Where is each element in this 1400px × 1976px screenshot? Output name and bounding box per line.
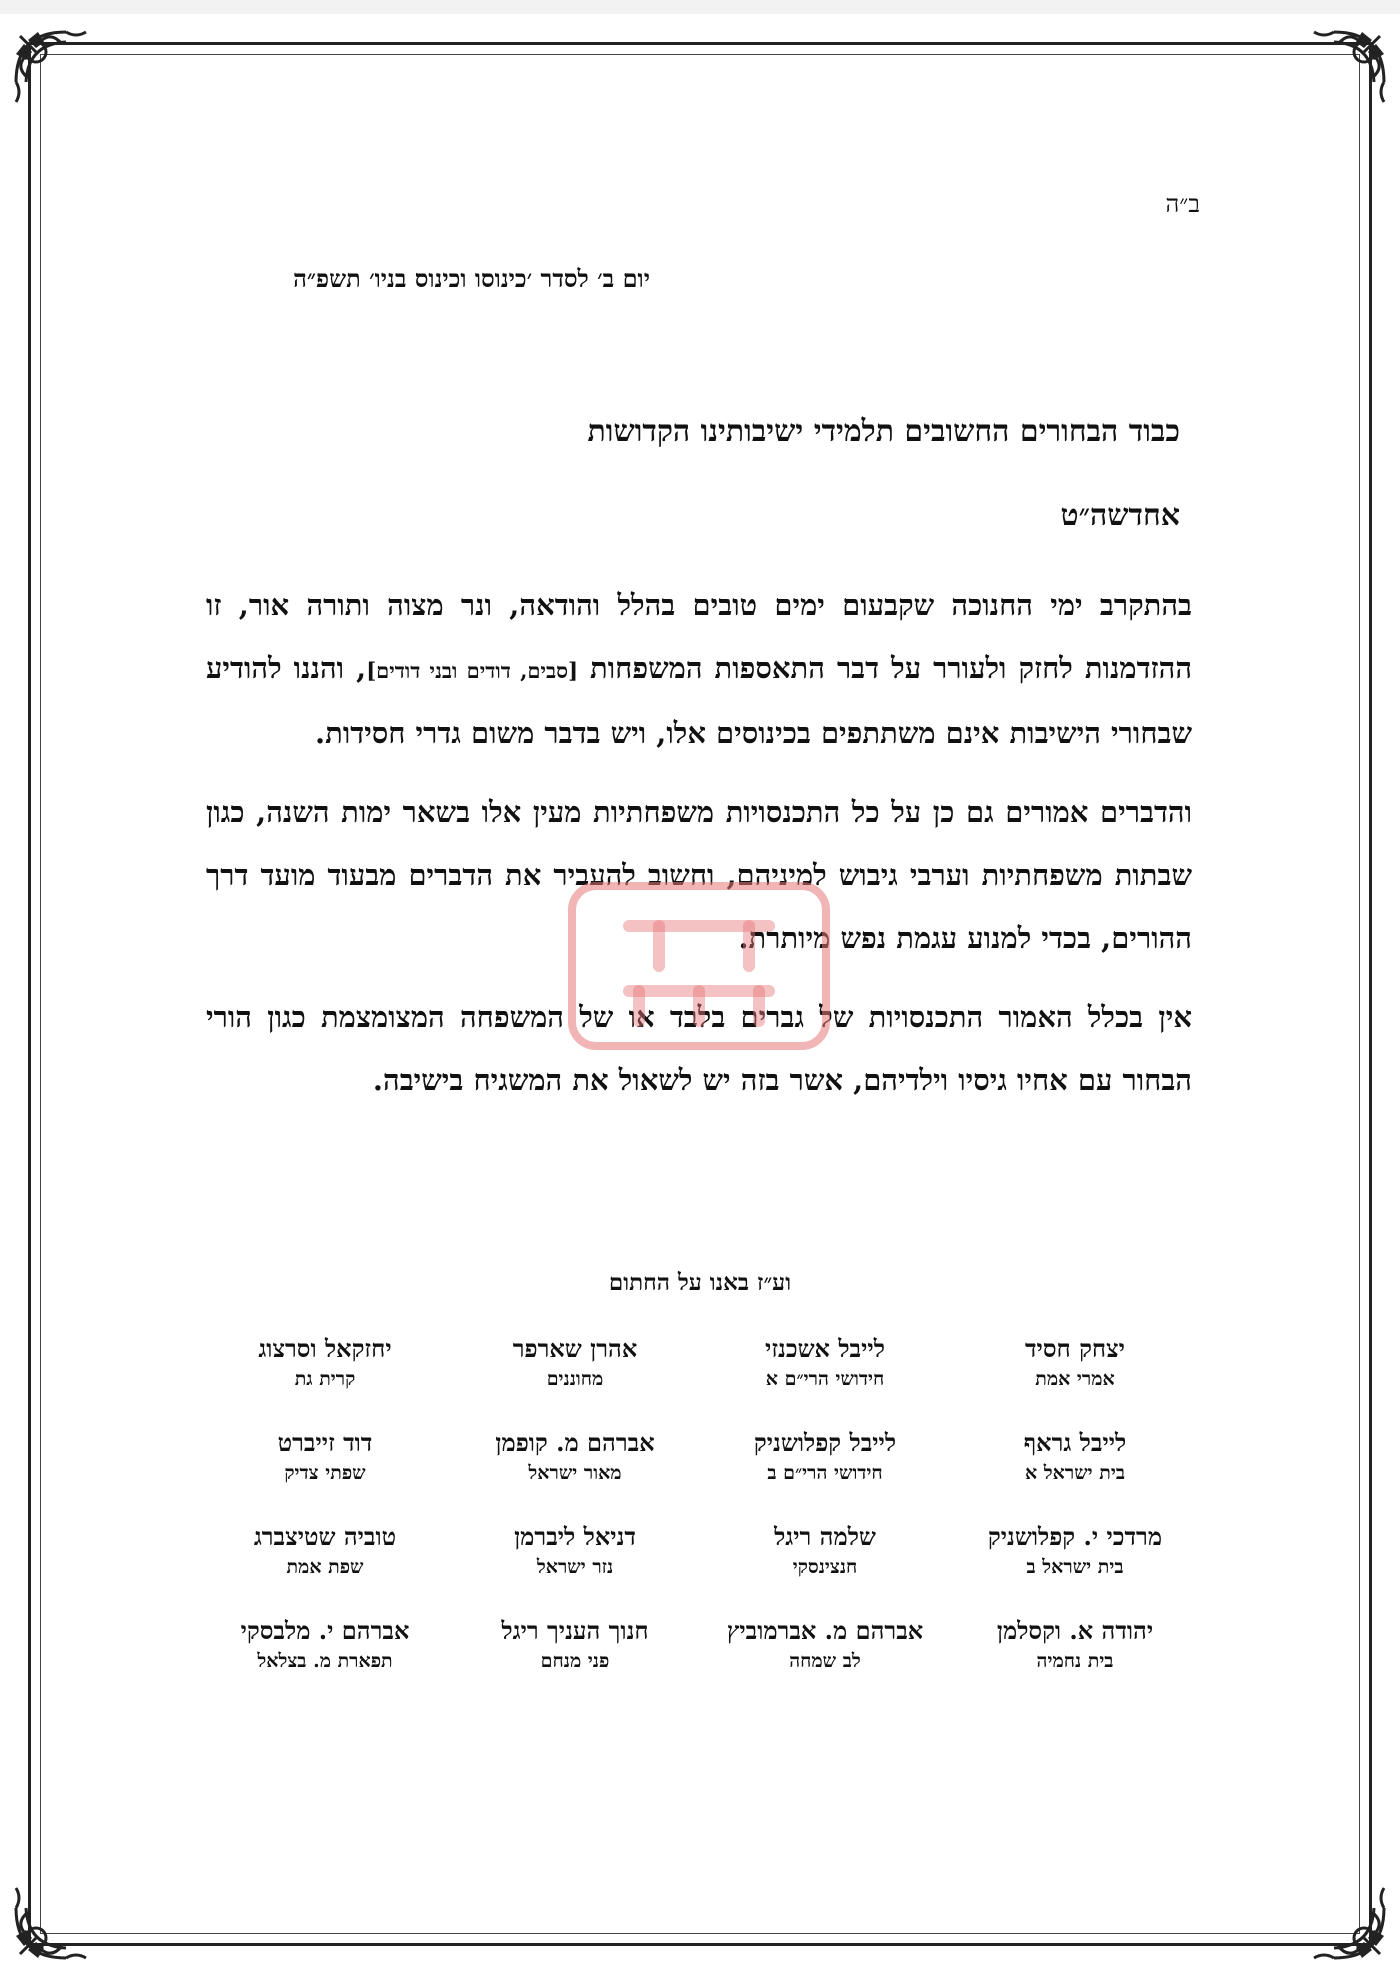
bh-header: ב״ה [1165, 190, 1200, 218]
signer-institution: קרית גת [294, 1368, 356, 1390]
signer-name: דניאל ליברמן [514, 1522, 636, 1551]
signer-institution: חידושי הרי״ם ב [767, 1462, 883, 1484]
salutation: כבוד הבחורים החשובים תלמידי ישיבותינו הקדושות [587, 414, 1180, 449]
signer-institution: חידושי הרי״ם א [765, 1368, 885, 1390]
signer [200, 1522, 450, 1582]
signer-name: יהודה א. וקסלמן [996, 1616, 1154, 1645]
signoff: וע״ז באנו על החתום [608, 1269, 792, 1296]
signer-name: מרדכי י. קפלושניק [987, 1522, 1163, 1551]
signer-name: יחזקאל וסרצוג [258, 1334, 392, 1363]
signer-name: טוביה שטיצברג [253, 1522, 397, 1551]
signer-institution: לב שמחה [789, 1650, 861, 1672]
paragraph-3: אין בכלל האמור התכנסויות של גברים בלבד או של המשפחה המצומצמת כגון הורי הבחור עם אחיו גיסיו וילדיהם, אשר בזה יש לשאול את המשגיח בישיבה. [206, 1000, 1192, 1097]
signer-name: לייבל קפלושניק [753, 1428, 897, 1457]
signer-name: אברהם מ. קופמן [495, 1428, 655, 1457]
signer-name: לייבל אשכנזי [765, 1334, 885, 1363]
signer-name: אברהם י. מלבסקי [240, 1616, 410, 1645]
signer-institution: חנצינסקי [792, 1556, 858, 1578]
signers-grid [200, 1334, 1200, 1676]
signer-institution: בית נחמיה [1036, 1650, 1114, 1672]
paragraph-1-aside: [סבים, דודים ובני דודים] [366, 658, 579, 683]
signer-name: יצחק חסיד [1025, 1334, 1125, 1363]
corner-ornament-icon [6, 22, 126, 142]
signer [450, 1334, 700, 1394]
greeting: אחדשה״ט [1060, 498, 1180, 533]
signer-institution: בית ישראל א [1024, 1462, 1125, 1484]
signer [450, 1522, 700, 1582]
signer [700, 1428, 950, 1488]
signer [700, 1522, 950, 1582]
signer [450, 1428, 700, 1488]
signer-institution: מאור ישראל [528, 1462, 622, 1484]
signer-name: חנוך העניך ריגל [501, 1616, 649, 1645]
paragraph-1 [206, 574, 1192, 765]
signer-institution: תפארת מ. בצלאל [257, 1650, 393, 1672]
signer-institution: בית ישראל ב [1026, 1556, 1124, 1578]
watermark-logo-icon [568, 882, 830, 1050]
signer-institution: אמרי אמת [1035, 1368, 1115, 1390]
signer [950, 1428, 1200, 1488]
signer [700, 1334, 950, 1394]
corner-ornament-icon [1274, 1848, 1394, 1968]
signer [950, 1334, 1200, 1394]
signer-institution: שפתי צדיק [284, 1462, 366, 1484]
signer-name: אברהם מ. אברמוביץ [726, 1616, 924, 1645]
signer [200, 1616, 450, 1676]
corner-ornament-icon [1274, 22, 1394, 142]
signer [700, 1616, 950, 1676]
signer [200, 1334, 450, 1394]
signer-name: שלמה ריגל [774, 1522, 876, 1551]
signer-name: אהרן שארפר [512, 1334, 638, 1363]
corner-ornament-icon [6, 1848, 126, 1968]
paragraph-1-text-end: , והננו להודיע שבחורי הישיבות אינם משתתפים בכינוסים אלו, ויש בדבר משום גדרי חסידות. [206, 651, 1192, 750]
letter-page [0, 14, 1400, 1976]
paragraph-1-text: בהתקרב ימי החנוכה שקבעום ימים טובים בהלל והודאה, ונר מצוה ותורה אור, זו ההזדמנות לחזק ולעורר על דבר התאספות המשפחות [206, 588, 1192, 685]
paragraph-2: והדברים אמורים גם כן על כל התכנסויות משפחתיות מעין אלו בשאר ימות השנה, כגון שבתות משפחתיות וערבי גיבוש למיניהם, וחשוב להעביר את הדברים מבעוד מועד דרך ההורים, בכדי למנוע עגמת נפש מיותרת. [206, 795, 1192, 955]
signer-name: לייבל גראף [1023, 1428, 1127, 1457]
signer [950, 1616, 1200, 1676]
signer-institution: פני מנחם [540, 1650, 610, 1672]
signer [200, 1428, 450, 1488]
signer-institution: נזר ישראל [536, 1556, 614, 1578]
signer-institution: מחוננים [546, 1368, 604, 1390]
signer [950, 1522, 1200, 1582]
signer-institution: שפת אמת [286, 1556, 364, 1578]
signer [450, 1616, 700, 1676]
dateline: יום ב׳ לסדר ׳כינוסו וכינוס בניו׳ תשפ״ה [293, 264, 650, 293]
signer-name: דוד זייברט [277, 1428, 373, 1457]
